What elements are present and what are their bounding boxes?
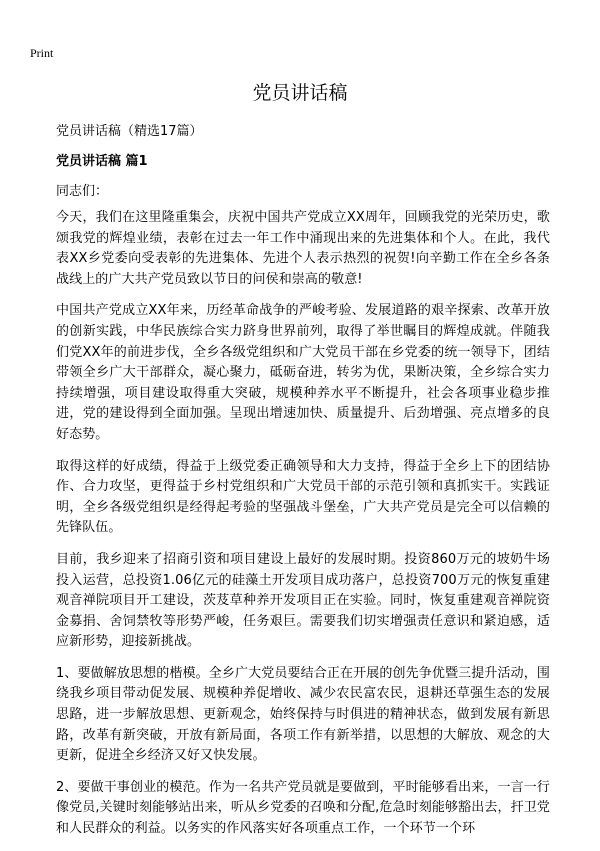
paragraph: 2、要做干事创业的模范。作为一名共产党员就是要做到，平时能够看出来，一言一行像党员,关键时刻能够站出来，听从乡党委的召唤和分配,危急时刻能够豁出去，扞卫党和人民群众的利益。以务实的作风落实好各项重点工作，一个环节一个环 (56, 779, 550, 837)
greeting: 同志们： (56, 184, 109, 199)
paragraph: 目前，我乡迎来了招商引资和项目建设上最好的发展时期。投资860万元的坡奶牛场投入运营，总投资1.06亿元的硅藻土开发项目成功落户，总投资700万元的恢复重建观音禅院项目开工建设，茨芨草种养开发项目正在实验。同时，恢复重建观音禅院资金募捐、舍饲禁牧等形势严峻，任务艰巨。需要我们切实增强责任意识和紧迫感，适应新形势，迎接新挑战。 (56, 551, 550, 650)
section-heading: 党员讲话稿 篇1 (56, 154, 148, 169)
document-title: 党员讲话稿 (252, 82, 348, 104)
paragraph: 取得这样的好成绩，得益于上级党委正确领导和大力支持，得益于全乡上下的团结协作、合力攻坚，更得益于乡村党组织和广大党员干部的示范引领和真抓实干。实践证明，全乡各级党组织是经得起考验的坚强战斗堡垒，广大共产党员是完全可以信赖的先锋队伍。 (56, 458, 550, 536)
paragraph: 今天，我们在这里隆重集会，庆祝中国共产党成立XX周年，回顾我党的光荣历史，歌颂我党的辉煌业绩，表彰在过去一年工作中涌现出来的先进集体和个人。在此，我代表XX乡党委向受表彰的先进集体、先进个人表示热烈的祝贺!向辛勤工作在全乡各条战线上的广大共产党员致以节日的问侯和崇高的敬意! (56, 210, 550, 287)
document-subtitle: 党员讲话稿（精选17篇） (56, 124, 203, 139)
print-link[interactable]: Print (30, 46, 54, 60)
paragraph: 中国共产党成立XX年来，历经革命战争的严峻考验、发展道路的艰辛探索、改革开放的创新实践，中华民族综合实力跻身世界前列，取得了举世瞩目的辉煌成就。伴随我们党XX年的前进步伐，全乡各级党组织和广大党员干部在乡党委的统一领导下，团结带领全乡广大干部群众，凝心聚力，砥砺奋进，转劣为优，果断决策，全乡综合实力持续增强，项目建设取得重大突破，规模种养水平不断提升，社会各项事业稳步推进，党的建设得到全面加强。呈现出增速加快、质量提升、后劲增强、亮点增多的良好态势。 (56, 303, 550, 442)
speech-body (56, 208, 550, 851)
paragraph: 1、要做解放思想的楷模。全乡广大党员要结合正在开展的创先争优暨三提升活动，围绕我乡项目带动促发展、规模种养促增收、减少农民富农民，退耕还草强生态的发展思路，进一步解放思想、更新观念，始终保持与时俱进的精神状态，做到发展有新思路，改革有新突破，开放有新局面，各项工作有新举措，以思想的大解放、观念的大更新，促进全乡经济又好又快发展。 (56, 665, 550, 764)
